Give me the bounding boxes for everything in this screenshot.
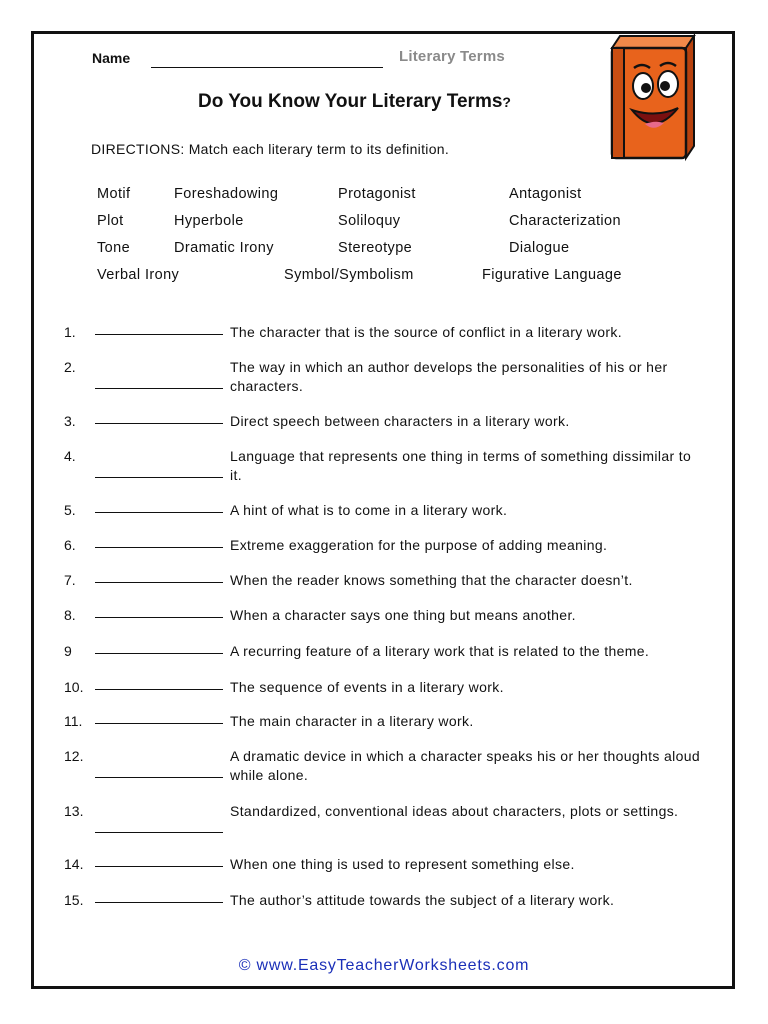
answer-blank[interactable] (95, 477, 223, 478)
question-definition: When one thing is used to represent something else. (230, 856, 575, 872)
word-bank-term: Protagonist (338, 186, 416, 202)
word-bank-term: Symbol/Symbolism (284, 267, 414, 283)
answer-blank[interactable] (95, 653, 223, 654)
question-definition: Direct speech between characters in a literary work. (230, 413, 570, 429)
word-bank-term: Antagonist (509, 186, 582, 202)
word-bank-term: Hyperbole (174, 213, 244, 229)
question-definition: The author’s attitude towards the subject of a literary work. (230, 892, 615, 908)
answer-blank[interactable] (95, 423, 223, 424)
question-definition: When the reader knows something that the character doesn’t. (230, 572, 633, 588)
question-number: 6. (64, 537, 76, 553)
question-definition: Standardized, conventional ideas about characters, plots or settings. (230, 803, 679, 819)
answer-blank[interactable] (95, 617, 223, 618)
question-definition: The sequence of events in a literary work. (230, 679, 504, 695)
question-number: 3. (64, 413, 76, 429)
footer-copyright: © www.EasyTeacherWorksheets.com (238, 957, 530, 974)
page-title-mark: ? (502, 94, 511, 110)
answer-blank[interactable] (95, 334, 223, 335)
question-number: 5. (64, 502, 76, 518)
word-bank-term: Stereotype (338, 240, 413, 256)
question-number: 9 (64, 643, 72, 659)
answer-blank[interactable] (95, 723, 223, 724)
question-number: 15. (64, 892, 84, 908)
question-number: 8. (64, 607, 76, 623)
answer-blank[interactable] (95, 388, 223, 389)
question-definition: A hint of what is to come in a literary work. (230, 502, 508, 518)
word-bank-term: Characterization (509, 213, 621, 229)
answer-blank[interactable] (95, 866, 223, 867)
question-definition: Extreme exaggeration for the purpose of adding meaning. (230, 537, 608, 553)
question-number: 12. (64, 748, 84, 764)
word-bank-term: Dialogue (509, 240, 570, 256)
word-bank-term: Tone (97, 240, 131, 256)
directions-text: DIRECTIONS: Match each literary term to its definition. (91, 141, 450, 157)
question-definition: The main character in a literary work. (230, 713, 474, 729)
word-bank-term: Figurative Language (482, 267, 622, 283)
question-definition: The character that is the source of conflict in a literary work. (230, 324, 622, 340)
brand-title: Literary Terms (399, 48, 505, 65)
word-bank-term: Verbal Irony (97, 267, 180, 283)
smiling-book-mascot-icon (590, 28, 710, 163)
question-definition: A dramatic device in which a character speaks his or her thoughts aloud while alone. (230, 748, 700, 783)
word-bank-term: Dramatic Irony (174, 240, 274, 256)
page-title (198, 91, 511, 113)
question-number: 14. (64, 856, 84, 872)
word-bank-term: Motif (97, 186, 131, 202)
name-label: Name (92, 50, 131, 66)
answer-blank[interactable] (95, 777, 223, 778)
question-definition: Language that represents one thing in terms of something dissimilar to it. (230, 448, 692, 483)
question-number: 4. (64, 448, 76, 464)
answer-blank[interactable] (95, 689, 223, 690)
answer-blank[interactable] (95, 832, 223, 833)
question-number: 7. (64, 572, 76, 588)
answer-blank[interactable] (95, 547, 223, 548)
name-field-line[interactable] (151, 67, 383, 68)
question-number: 11. (64, 713, 83, 729)
question-definition: The way in which an author develops the personalities of his or her characters. (230, 359, 668, 394)
word-bank-term: Foreshadowing (174, 186, 279, 202)
answer-blank[interactable] (95, 512, 223, 513)
question-number: 1. (64, 324, 76, 340)
question-number: 10. (64, 679, 84, 695)
word-bank-term: Plot (97, 213, 124, 229)
question-number: 13. (64, 803, 84, 819)
page-title-text: Do You Know Your Literary Terms (198, 91, 503, 112)
word-bank-term: Soliloquy (338, 213, 401, 229)
answer-blank[interactable] (95, 582, 223, 583)
question-number: 2. (64, 359, 76, 375)
answer-blank[interactable] (95, 902, 223, 903)
question-definition: A recurring feature of a literary work that is related to the theme. (230, 643, 650, 659)
question-definition: When a character says one thing but means another. (230, 607, 576, 623)
